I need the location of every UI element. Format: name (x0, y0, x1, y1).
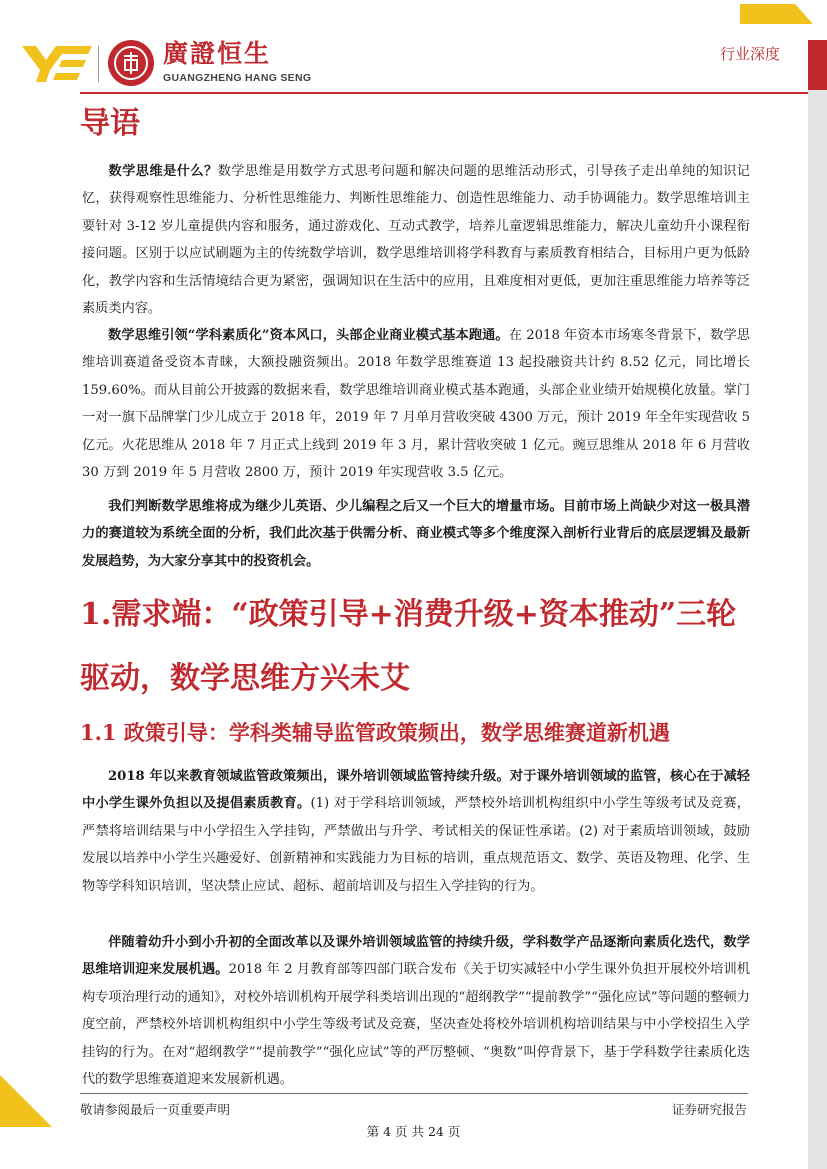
brand-name-en: GUANGZHENG HANG SENG (163, 72, 312, 84)
intro-paragraph-1 (82, 158, 750, 322)
s1-p1-body: (1) 对于学科培训领域，严禁校外培训机构组织中小学生等级考试及竞赛，严禁将培训结果与中小学招生入学挂钩，严禁做出与升学、考试相关的保证性承诺。(2) 对于素质培训领域，鼓励发展以培养中小学生兴趣爱好、创新精神和实践能力为目标的培训，重点规范语文、数学、英语及物理、化学、生物等学科知识培训，坚决禁止应试、超标、超前培训及与招生入学挂钩的行为。 (82, 796, 750, 894)
page-number: 第 4 页 共 24 页 (366, 1124, 461, 1139)
footer-corner-triangle (0, 1075, 52, 1127)
s1-p1-lead: 2018 年以来教育领域监管政策频出，课外培训领域监管持续升级。对于课外培训领域的监管，核心在于减轻中小学生课外负担以及提倡素质教育。 (82, 769, 750, 812)
section-1-1-paragraph-2 (82, 929, 750, 1093)
intro-p1-body: 数学思维是用数学方式思考问题和解决问题的思维活动形式，引导孩子走出单纯的知识记忆，获得观察性思维能力、分析性思维能力、判断性思维能力、创造性思维能力、动手协调能力。数学思维培训主要针对 3-12 岁儿童提供内容和服务，通过游戏化、互动式教学，培养儿童逻辑思维能力，解决儿童幼升小课程衔接问题。区别于以应试刷题为主的传统数学培训，数学思维培训将学科教育与素质教育相结合，目标用户更为低龄化，教学内容和生活情境结合更为紧密，强调知识在生活中的应用，且难度相对更低，更加注重思维能力培养等泛素质类内容。 (82, 164, 750, 317)
header-rule (80, 92, 808, 94)
section-1-heading: 1.需求端：“政策引导+消费升级+资本推动”三轮驱动，数学思维方兴未艾 (80, 597, 737, 696)
footer-rule (80, 1093, 748, 1094)
hang-seng-ye-logo-icon (22, 42, 92, 84)
intro-paragraph-2 (82, 322, 750, 486)
guangzheng-seal-logo-icon (108, 40, 154, 86)
side-bar-accent (808, 40, 827, 90)
s1-p2-body: 2018 年 2 月教育部等四部门联合发布《关于切实减轻中小学生课外负担开展校外培训机构专项治理行动的通知》，对校外培训机构开展学科类培训出现的“超纲教学”“提前教学”“强化应试”等问题的整顿力度空前，严禁校外培训机构组织中小学生等级考试及竞赛，坚决查处将校外培训机构培训结果与中小学校招生入学挂钩的行为。在对“超纲教学”“提前教学”“强化应试”等的严厉整顿、“奥数”叫停背景下，基于学科数学往素质化迭代的数学思维赛道迎来发展新机遇。 (82, 962, 751, 1088)
intro-p2-lead: 数学思维引领“学科素质化”资本风口，头部企业商业模式基本跑通。 (108, 328, 509, 343)
intro-title: 导语 (80, 106, 140, 141)
side-bar (808, 40, 827, 1169)
section-1-1-paragraph-1 (82, 763, 750, 900)
footer-report-label: 证券研究报告 (672, 1102, 748, 1117)
s1-p2-lead: 伴随着幼升小到小升初的全面改革以及课外培训领域监管的持续升级，学科数学产品逐渐向素质化迭代，数学思维培训迎来发展机遇。 (82, 935, 750, 978)
top-corner-tag (740, 4, 812, 24)
report-type-label: 行业深度 (720, 45, 781, 63)
intro-p2-body: 在 2018 年资本市场寒冬背景下，数学思维培训赛道备受资本青睐，大额投融资频出。2018 年数学思维赛道 13 起投融资共计约 8.52 亿元，同比增长 159.60%。而从目前公开披露的数据来看，数学思维培训商业模式基本跑通，头部企业业绩开始规模化放量。掌门一对一旗下品牌掌门少儿成立于 2018 年，2019 年 7 月单月营收突破 4300 万元，预计 2019 年全年实现营收 5 亿元。火花思维从 2018 年 7 月正式上线到 2019 年 3 月，累计营收突破 1 亿元。豌豆思维从 2018 年 6 月营收 30 万到 2019 年 5 月营收 2800 万，预计 2019 年实现营收 3.5 亿元。 (82, 328, 751, 481)
brand-name-cn: 廣證恒生 (163, 39, 272, 68)
logo-divider (98, 46, 99, 82)
intro-p3: 我们判断数学思维将成为继少儿英语、少儿编程之后又一个巨大的增量市场。目前市场上尚缺少对这一极具潜力的赛道较为系统全面的分析，我们此次基于供需分析、商业模式等多个维度深入剖析行业背后的底层逻辑及最新发展趋势，为大家分享其中的投资机会。 (82, 499, 750, 569)
intro-paragraph-3 (82, 493, 750, 575)
intro-p1-lead: 数学思维是什么？ (108, 164, 218, 179)
footer-disclaimer: 敬请参阅最后一页重要声明 (80, 1102, 231, 1117)
section-1-1-heading: 1.1 政策引导：学科类辅导监管政策频出，数学思维赛道新机遇 (80, 720, 670, 745)
